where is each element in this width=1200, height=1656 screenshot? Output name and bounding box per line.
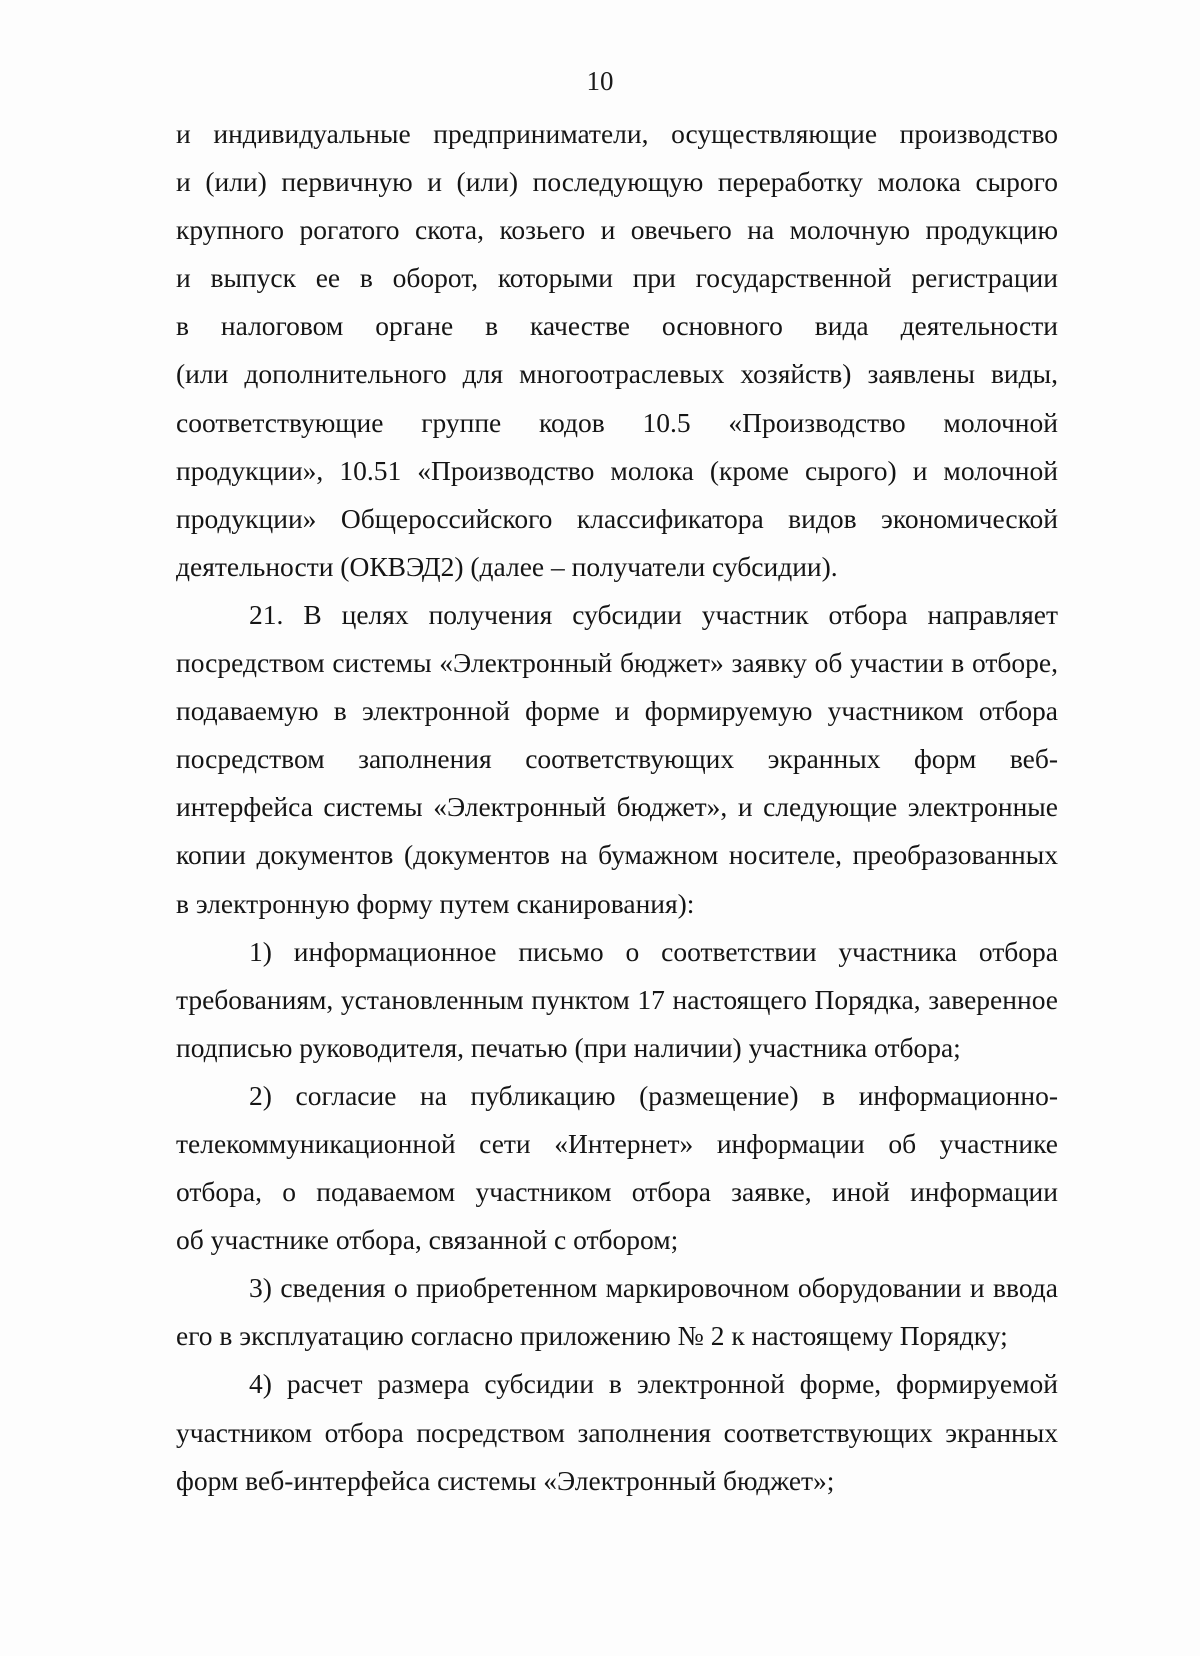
paragraph-item-4 [176,1360,1058,1504]
page-number: 10 [586,66,614,96]
text-line: 4) расчет размера субсидии в электронной форме, формируемой [249,1368,1058,1400]
document-body [176,110,1058,1505]
text-line: телекоммуникационной сети «Интернет» информации об участнике [176,1127,1058,1159]
text-line: подписью руководителя, печатью (при наличии) участника отбора; [176,1031,961,1063]
text-line: и (или) первичную и (или) последующую переработку молока сырого [176,166,1058,198]
text-line: посредством системы «Электронный бюджет» заявку об участии в отборе, [176,647,1058,679]
text-line: посредством заполнения соответствующих экранных форм веб- [176,743,1058,775]
text-line: 3) сведения о приобретенном маркировочном оборудовании и ввода [249,1272,1058,1304]
text-line: в электронную форму путем сканирования): [176,887,695,919]
text-line: крупного рогатого скота, козьего и овечьего на молочную продукцию [176,214,1058,246]
paragraph-continuation [176,110,1058,591]
paragraph-item-1 [176,928,1058,1072]
text-line: соответствующие группе кодов 10.5 «Производство молочной [176,406,1058,438]
text-line: 1) информационное письмо о соответствии участника отбора [249,935,1058,967]
text-line: требованиям, установленным пунктом 17 настоящего Порядка, заверенное [176,983,1058,1015]
text-line: подаваемую в электронной форме и формируемую участником отбора [176,695,1058,727]
text-line: продукции», 10.51 «Производство молока (кроме сырого) и молочной [176,454,1058,486]
paragraph-item-3 [176,1264,1058,1360]
text-line: 2) согласие на публикацию (размещение) в информационно- [249,1079,1058,1111]
paragraph-21 [176,591,1058,928]
text-line: об участнике отбора, связанной с отбором; [176,1224,679,1256]
text-line: (или дополнительного для многоотраслевых хозяйств) заявлены виды, [176,358,1058,390]
text-line: в налоговом органе в качестве основного вида деятельности [176,310,1058,342]
text-line: и индивидуальные предприниматели, осуществляющие производство [176,118,1058,149]
text-line: форм веб-интерфейса системы «Электронный бюджет»; [176,1464,835,1496]
text-line: его в эксплуатацию согласно приложению № 2 к настоящему Порядку; [176,1320,1008,1352]
paragraph-item-2 [176,1072,1058,1264]
text-line: и выпуск ее в оборот, которыми при государственной регистрации [176,262,1058,294]
text-line: интерфейса системы «Электронный бюджет», и следующие электронные [176,791,1058,823]
text-line: копии документов (документов на бумажном носителе, преобразованных [176,839,1058,871]
text-line: 21. В целях получения субсидии участник отбора направляет [249,598,1058,630]
text-line: участником отбора посредством заполнения соответствующих экранных [176,1416,1058,1448]
text-line: деятельности (ОКВЭД2) (далее – получатели субсидии). [176,550,838,582]
text-line: продукции» Общероссийского классификатора видов экономической [176,502,1058,534]
text-line: отбора, о подаваемом участником отбора заявке, иной информации [176,1176,1058,1208]
